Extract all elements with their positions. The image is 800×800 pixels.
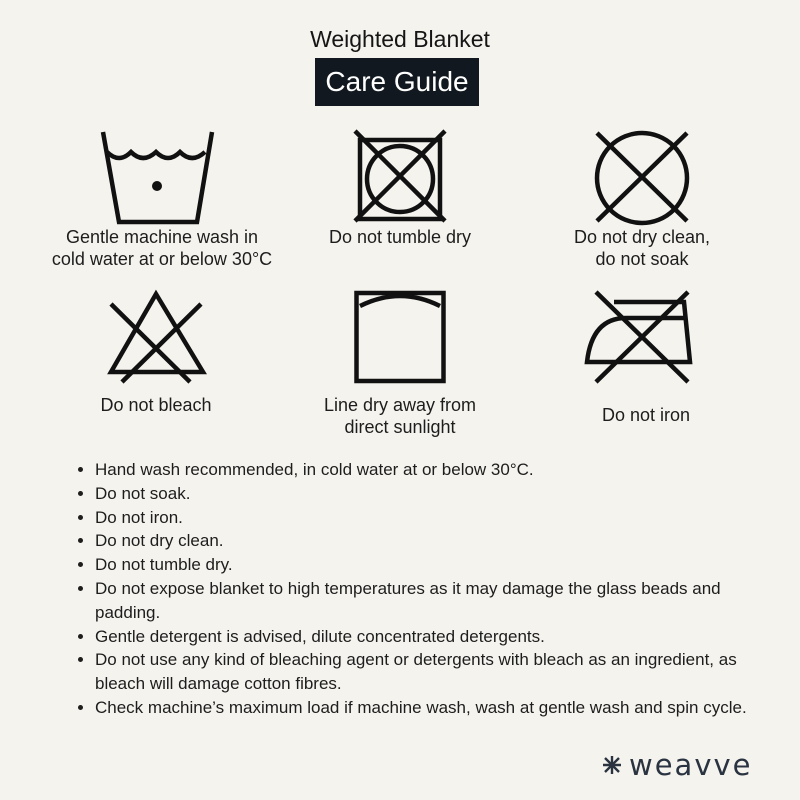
care-guide-badge: Care Guide bbox=[315, 58, 479, 106]
brand-name: weavve bbox=[629, 748, 753, 782]
no-bleach-icon bbox=[108, 290, 206, 384]
symbol-caption-tumble: Do not tumble dry bbox=[328, 227, 472, 247]
list-item: • Gentle detergent is advised, dilute concentrated detergents. bbox=[95, 625, 775, 649]
symbol-caption-dry-clean: Do not dry clean, do not soak bbox=[573, 227, 711, 269]
symbol-caption-bleach: Do not bleach bbox=[100, 395, 212, 415]
weave-knot-icon bbox=[602, 755, 622, 775]
brand-logo bbox=[602, 748, 753, 782]
symbol-caption-iron: Do not iron bbox=[601, 405, 691, 425]
no-tumble-dry-icon bbox=[352, 128, 448, 224]
list-item: • Do not expose blanket to high temperatures as it may damage the glass beads and padding. bbox=[95, 577, 775, 625]
list-item: • Do not use any kind of bleaching agent or detergents with bleach as an ingredient, as bleach will damage cotton fibres. bbox=[95, 648, 775, 696]
no-dry-clean-icon bbox=[592, 128, 692, 224]
line-dry-shade-icon bbox=[354, 290, 446, 384]
list-item: • Do not dry clean. bbox=[95, 529, 775, 553]
page-title: Weighted Blanket bbox=[310, 26, 490, 52]
washtub-30-gentle-icon bbox=[100, 130, 215, 225]
symbol-caption-wash: Gentle machine wash in cold water at or below 30°C bbox=[51, 227, 273, 269]
list-item: • Hand wash recommended, in cold water at or below 30°C. bbox=[95, 458, 775, 482]
list-item: • Check machine’s maximum load if machine wash, wash at gentle wash and spin cycle. bbox=[95, 696, 775, 720]
no-iron-icon bbox=[584, 290, 696, 384]
list-item: • Do not iron. bbox=[95, 506, 775, 530]
symbol-caption-line-dry: Line dry away from direct sunlight bbox=[323, 395, 477, 437]
list-item: • Do not soak. bbox=[95, 482, 775, 506]
list-item: • Do not tumble dry. bbox=[95, 553, 775, 577]
care-instructions-list bbox=[72, 458, 775, 720]
